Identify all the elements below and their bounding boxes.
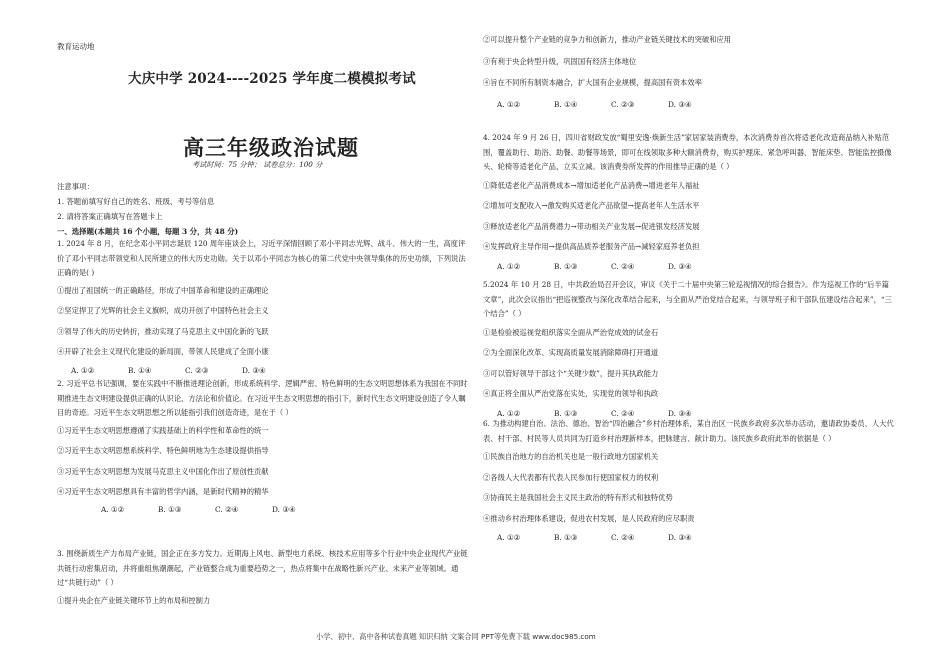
choice-a[interactable]: A. ①② <box>497 533 521 542</box>
option: ①习近平生态文明思想遵循了实践基础上的科学性和革命性的统一 <box>57 425 269 435</box>
page-footer: 小学、初中、高中各种试卷真题 知识归纳 文案合同 PPT等免费下载 www.doc985.com <box>316 632 596 641</box>
site-header: 教育运动地 <box>57 42 95 51</box>
choice-a[interactable]: A. ①② <box>71 365 95 375</box>
option: ④发挥政府主导作用→提供高品质养老服务产品→减轻家庭养老负担 <box>483 242 700 251</box>
option: ①民族自治地方的自治机关也是一般行政地方国家机关 <box>483 452 659 461</box>
question-stem: 3. 围绕新质生产力布局产业链，国企正在多方发力。近期海上风电、新型电力系统、核技术应用等多个行业中央企业现代产业链共链行动密集启动，并将重组焦潮潮起，产业链整合成为重要趋势之一，热点将集中在战略性新兴产业、未来产业等领域。通过“共链行动”（ ） <box>57 549 468 587</box>
choice-d[interactable]: D. ③④ <box>668 261 692 271</box>
option: ③有利于央企转型升级，巩固国有经济主体地位 <box>483 56 637 66</box>
notice-heading: 注意事项： <box>57 182 94 191</box>
choice-d[interactable]: D. ③④ <box>242 365 266 375</box>
choice-c[interactable]: C. ②③ <box>611 99 635 109</box>
option: ④开辟了社会主义现代化建设的新局面，带领人民建成了全面小康 <box>57 347 269 356</box>
option: ②为全面深化改革、实现高质量发展消除障碍打开通道 <box>483 348 659 357</box>
choice-d[interactable]: D. ③④ <box>272 504 296 514</box>
choice-a[interactable]: A. ①② <box>497 261 521 271</box>
option: ①降低适老化产品消费成本→增加适老化产品消费→增进老年人福祉 <box>483 180 700 190</box>
question-stem: 6. 为推动构建自治、法治、德治、智治“四治融合”乡村治理体系，某自治区一民族乡政府多次举办活动，邀请政协委员、人大代表、村干部、村民等人员共同为打造乡村治理新样本，把脉建言、献计助力。该民族乡政府此举的依据是（ ） <box>483 419 894 443</box>
question-4 <box>483 131 896 274</box>
choice-c[interactable]: C. ②③ <box>185 365 209 375</box>
choice-b[interactable]: B. ①④ <box>128 365 152 375</box>
question-stem: 2. 习近平总书记强调，要在实践中不断推进理论创新，形成系统科学、逻辑严密、特色鲜明的生态文明思想体系为我国在不同时期推进生态文明建设提供正确的认识论、方法论和价值论。在习近平生态文明思想的指引下，新时代生态文明建设创造了令人瞩目的奇迹。习近平生态文明思想之所以能指引我们创造奇迹，是在于（ ） <box>57 379 468 417</box>
choice-a[interactable]: A. ①② <box>101 504 125 514</box>
question-1 <box>57 237 470 378</box>
choice-a[interactable]: A. ①② <box>497 99 521 109</box>
choice-c[interactable]: C. ②④ <box>611 408 635 418</box>
choice-d[interactable]: D. ③④ <box>668 99 692 109</box>
exam-info: 考试时间：75 分钟； 试卷总分：100 分 <box>192 160 323 169</box>
choice-b[interactable]: B. ①④ <box>554 99 578 109</box>
option: ④推动乡村治理体系建设，促进农村发展，是人民政府的应尽职责 <box>483 513 695 523</box>
notice-item: 2. 请将答案正确填写在答题卡上 <box>57 212 163 221</box>
option: ②各级人大代表都有代表人民参加行使国家权力的权利 <box>483 472 659 482</box>
option: ④真正将全面从严治党落在实处，实现党的领导和执政 <box>483 389 659 398</box>
question-5 <box>483 278 896 421</box>
option: ①是检验被巡视党组织落实全面从严治党成效的试金石 <box>483 327 659 337</box>
option: ①提出了祖国统一的正确路径，形成了中国革命和建设的正确理论 <box>57 285 269 295</box>
choice-b[interactable]: B. ①③ <box>554 408 578 418</box>
option: ③释放适老化产品消费潜力→带动相关产业发展→促进银发经济发展 <box>483 221 700 231</box>
question-2 <box>57 377 470 517</box>
choice-a[interactable]: A. ①② <box>497 408 521 418</box>
answer-choices <box>57 503 470 518</box>
option: ③领导了伟大的历史转折，推动实现了马克思主义中国化新的飞跃 <box>57 326 269 336</box>
option: ③可以管好领导干部这个“关键少数”，提升其执政能力 <box>483 368 659 378</box>
subject-title: 高三年级政治试题 <box>183 135 359 160</box>
notice-item: 1. 答题前填写好自己的姓名、班级、考号等信息 <box>57 197 215 206</box>
choice-b[interactable]: B. ①③ <box>554 261 578 271</box>
choice-c[interactable]: C. ②④ <box>215 504 239 514</box>
option: ②习近平生态文明思想系统科学、特色鲜明地为生态建设提供指导 <box>57 446 269 455</box>
notice-block <box>57 179 470 239</box>
option: ④旨在不同所有制资本融合，扩大国有企业规模，提高国有资本效率 <box>483 78 702 87</box>
choice-b[interactable]: B. ①③ <box>158 504 182 514</box>
question-stem: 5.2024 年 10 月 28 日，中共政治局召开会议，审议《关于二十届中央第三轮巡视情况的综合报告》。作为巡视工作的“后半篇文章”，此次会议指出“把巡视整改与深化改革结合起来，与全面从严治党结合起来，与领导班子和干部队伍建设结合起来”，“三个结合”（ ） <box>483 280 892 318</box>
option: ③习近平生态文明思想为发展马克思主义中国化作出了原创性贡献 <box>57 466 269 476</box>
answer-choices <box>483 260 896 275</box>
question-3-continued <box>483 33 896 112</box>
section-heading: 一、选择题(本题共 16 个小题，每题 3 分，共 48 分) <box>57 227 239 236</box>
option: ②可以提升整个产业链的竞争力和创新力，推动产业链关键技术的突破和应用 <box>483 35 732 44</box>
option: ①提升央企在产业链关键环节上的布局和控制力 <box>57 595 211 605</box>
question-3 <box>57 547 470 608</box>
question-stem: 1. 2024 年 8 月，在纪念邓小平同志诞辰 120 周年座谈会上，习近平深情回顾了邓小平同志光辉、战斗、伟大的一生，高度评价了邓小平同志带领党和人民所建立的伟大历史功勋。关于以邓小平同志为核心的第二代党中央领导集体的历史功绩，下列说法正确的是( ) <box>57 239 466 277</box>
question-6 <box>483 417 896 546</box>
choice-c[interactable]: C. ②④ <box>611 533 635 542</box>
answer-choices <box>57 364 470 379</box>
option: ④习近平生态文明思想具有丰富的哲学内涵，是新时代精神的精华 <box>57 487 269 496</box>
choice-b[interactable]: B. ①③ <box>554 533 578 542</box>
choice-d[interactable]: D. ③④ <box>668 408 692 418</box>
choice-c[interactable]: C. ②④ <box>611 261 635 271</box>
answer-choices <box>483 98 896 113</box>
option: ②增加可支配收入→激发购买适老化产品欲望→提高老年人生活水平 <box>483 201 700 210</box>
option: ②坚定捍卫了光辉的社会主义旗帜，成功开创了中国特色社会主义 <box>57 306 269 315</box>
question-stem: 4. 2024 年 9 月 26 日，四川省财政发放“蜀里安逸·焕新生活”家居家装消费券，本次消费券首次将适老化改造商品纳入补贴范围，覆盖助行、助浴、助餐、助餐等场景，即可在线领取多种大额消费券，购买护理床、紧急呼叫器、智能床垫、智能监控摄像头、轮椅等适老化产品，立买立减。该消费券所发挥的作用推导正确的是（ ） <box>483 133 892 171</box>
option: ③协商民主是我国社会主义民主政治的特有形式和独特优势 <box>483 493 673 502</box>
answer-choices <box>483 531 896 546</box>
school-title: 大庆中学 2024----2025 学年度二模模拟考试 <box>128 71 416 87</box>
choice-d[interactable]: D. ③④ <box>668 533 692 542</box>
